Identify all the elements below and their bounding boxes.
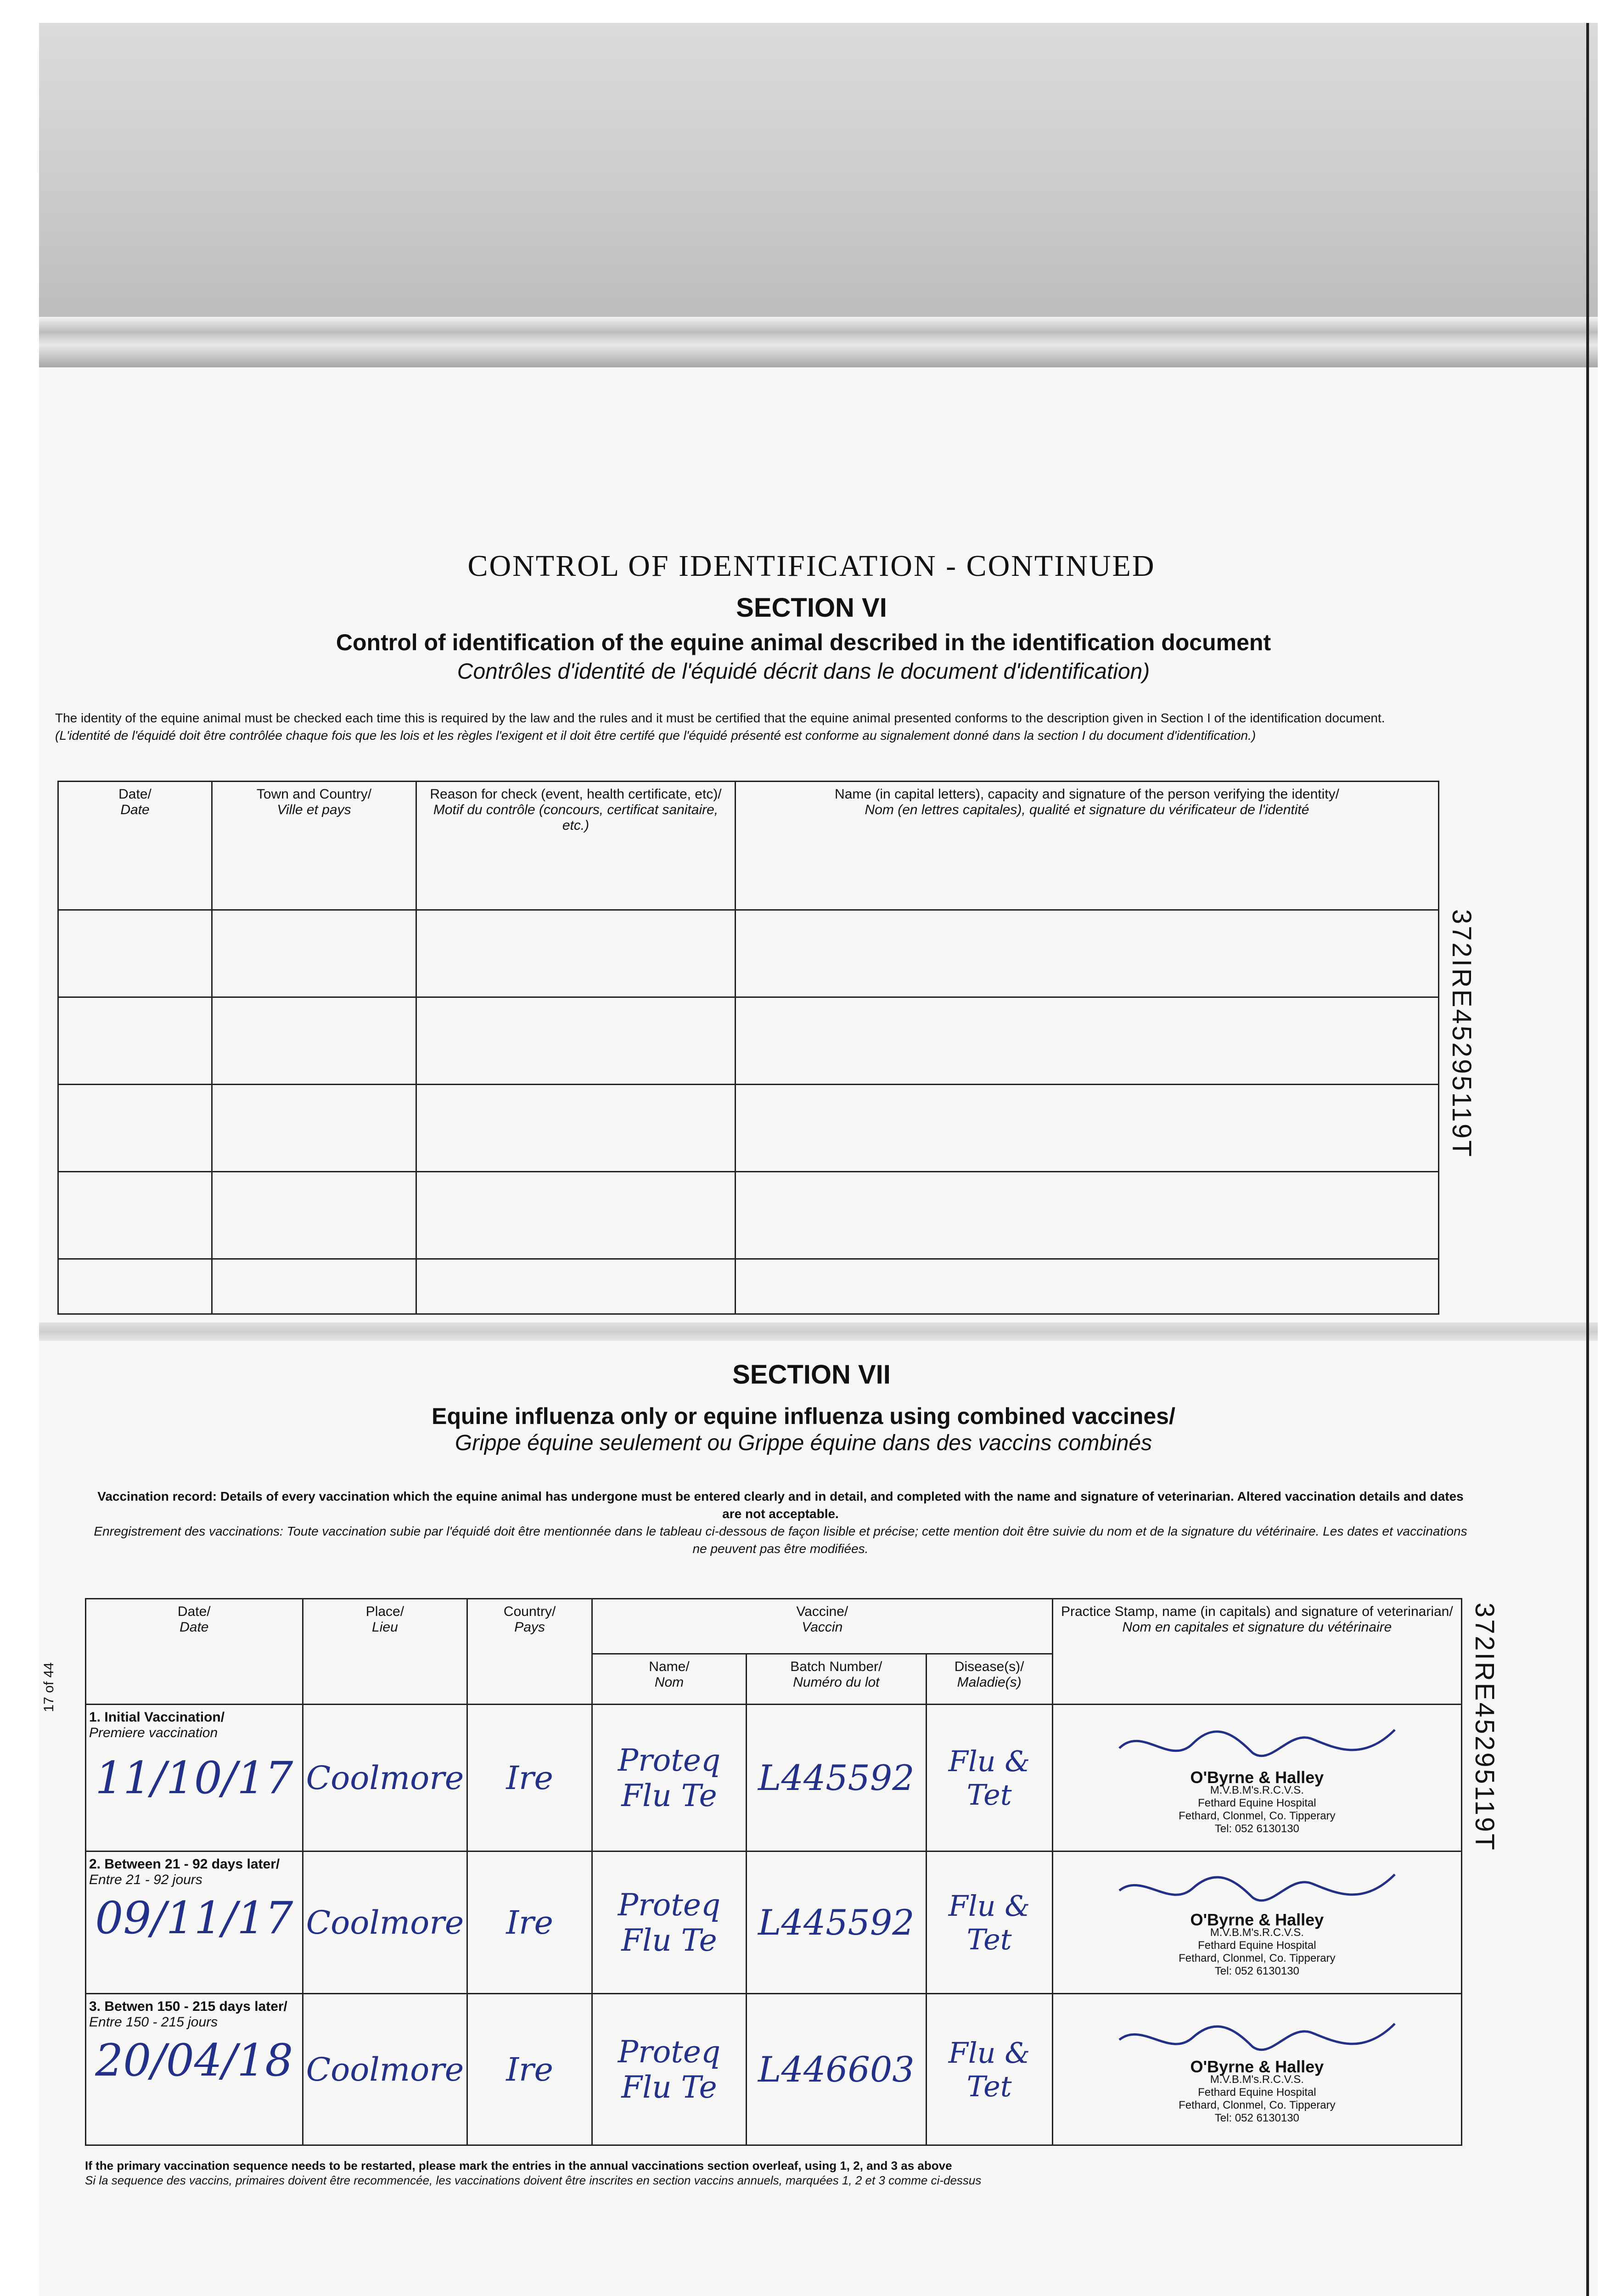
col-date: Date/ Date bbox=[86, 1599, 303, 1705]
section-vii-heading-fr: Grippe équine seulement ou Grippe équine dans des vaccins combinés bbox=[455, 1431, 1152, 1455]
record-fr: Enregistrement des vaccinations: Toute vaccination subie par l'équidé doit être mentionnée dans le tableau ci-dessous de façon lisible et précise; cette mention doit être suivie du nom et de la signature du vétérinaire. Les dates et vaccinations ne peuvent pas être modifiées. bbox=[94, 1524, 1467, 1556]
running-title: CONTROL OF IDENTIFICATION - CONTINUED bbox=[467, 549, 1156, 583]
vaccine-name-value[interactable]: Proteq Flu Te bbox=[592, 1994, 746, 2145]
col-verifier: Name (in capital letters), capacity and signature of the person verifying the identity/ Nom (en lettres capitales), qualité et signature du vérificateur de l'identité bbox=[736, 782, 1439, 910]
section-vi-intro bbox=[55, 709, 1423, 744]
col-date: Date/ Date bbox=[58, 782, 212, 910]
section-vii-heading: Equine influenza only or equine influenza using combined vaccines/ bbox=[432, 1403, 1175, 1429]
table-row bbox=[86, 1705, 1462, 1851]
restart-note-en: If the primary vaccination sequence needs to be restarted, please mark the entries in the annual vaccinations section overleaf, using 1, 2, and 3 as above bbox=[85, 2159, 952, 2172]
practice-stamp: O'Byrne & Halley M.V.B.M's.R.C.V.S. Fethard Equine Hospital Fethard, Clonmel, Co. Tipperary Tel: 052 6130130 bbox=[1179, 1910, 1336, 1977]
vaccination-date-cell[interactable]: 1. Initial Vaccination/ Premiere vaccination 11/10/17 bbox=[86, 1705, 303, 1851]
col-batch: Batch Number/ Numéro du lot bbox=[746, 1654, 926, 1705]
batch-value[interactable]: L445592 bbox=[746, 1705, 926, 1851]
table-row bbox=[86, 1994, 1462, 2145]
signature bbox=[1115, 2015, 1399, 2060]
country-value[interactable]: Ire bbox=[467, 1994, 592, 2145]
date-value: 20/04/18 bbox=[95, 2035, 293, 2086]
section-vi-heading-fr: Contrôles d'identité de l'équidé décrit dans le document d'identification) bbox=[457, 659, 1150, 684]
col-vet-stamp: Practice Stamp, name (in capitals) and signature of veterinarian/ Nom en capitales et signature du vétérinaire bbox=[1052, 1599, 1461, 1705]
vaccination-date-cell[interactable]: 2. Between 21 - 92 days later/ Entre 21 - 92 jours 09/11/17 bbox=[86, 1851, 303, 1994]
col-town-country: Town and Country/ Ville et pays bbox=[212, 782, 416, 910]
restart-note-fr: Si la sequence des vaccins, primaires doivent être recommencée, les vaccinations doivent être inscrites en section vaccins annuels, marquées 1, 2 et 3 comme ci-dessus bbox=[85, 2173, 982, 2187]
vet-stamp-cell[interactable] bbox=[1052, 1994, 1461, 2145]
col-place: Place/ Lieu bbox=[303, 1599, 467, 1705]
vet-stamp-cell[interactable] bbox=[1052, 1851, 1461, 1994]
signature bbox=[1115, 1868, 1399, 1913]
id-number-upper: 372IRE45295119T bbox=[1447, 909, 1477, 1159]
section-vii-label: SECTION VII bbox=[732, 1360, 891, 1390]
table-row bbox=[86, 1851, 1462, 1994]
col-reason: Reason for check (event, health certificate, etc)/ Motif du contrôle (concours, certificat sanitaire, etc.) bbox=[416, 782, 736, 910]
place-value[interactable]: Coolmore bbox=[303, 1994, 467, 2145]
vaccination-record-note bbox=[92, 1488, 1469, 1558]
vaccine-name-value[interactable]: Proteq Flu Te bbox=[592, 1851, 746, 1994]
vaccine-name-value[interactable]: Proteq Flu Te bbox=[592, 1705, 746, 1851]
id-number-lower: 372IRE45295119T bbox=[1470, 1603, 1499, 1852]
col-country: Country/ Pays bbox=[467, 1599, 592, 1705]
table-row bbox=[58, 1085, 1439, 1172]
country-value[interactable]: Ire bbox=[467, 1705, 592, 1851]
col-vaccine: Vaccine/ Vaccin bbox=[592, 1599, 1052, 1654]
intro-en: The identity of the equine animal must be checked each time this is required by the law and the rules and it must be certified that the equine animal presented conforms to the description given in Section I of the identification document. bbox=[55, 711, 1385, 725]
vaccination-date-cell[interactable]: 3. Betwen 150 - 215 days later/ Entre 150 - 215 jours 20/04/18 bbox=[86, 1994, 303, 2145]
vet-stamp-cell[interactable] bbox=[1052, 1705, 1461, 1851]
practice-stamp: O'Byrne & Halley M.V.B.M's.R.C.V.S. Fethard Equine Hospital Fethard, Clonmel, Co. Tipperary Tel: 052 6130130 bbox=[1179, 2057, 1336, 2124]
table-row bbox=[58, 1259, 1439, 1314]
disease-value[interactable]: Flu & Tet bbox=[926, 1705, 1052, 1851]
date-value: 09/11/17 bbox=[95, 1892, 293, 1944]
record-en: Vaccination record: Details of every vaccination which the equine animal has undergone must be entered clearly and in detail, and completed with the name and signature of veterinarian. Altered vaccination details and dates are not acceptable. bbox=[97, 1489, 1464, 1521]
restart-note bbox=[85, 2158, 1462, 2188]
col-disease: Disease(s)/ Maladie(s) bbox=[926, 1654, 1052, 1705]
section-vi-label: SECTION VI bbox=[736, 593, 887, 623]
col-vaccine-name: Name/ Nom bbox=[592, 1654, 746, 1705]
plastic-sleeve-edge bbox=[39, 317, 1598, 367]
table-row bbox=[58, 910, 1439, 997]
section-vi-heading: Control of identification of the equine animal described in the identification document bbox=[336, 630, 1271, 655]
date-value: 11/10/17 bbox=[95, 1752, 293, 1804]
identity-check-table bbox=[57, 781, 1439, 1315]
page-fold bbox=[39, 1322, 1598, 1341]
signature bbox=[1115, 1721, 1399, 1771]
disease-value[interactable]: Flu & Tet bbox=[926, 1851, 1052, 1994]
table-row bbox=[58, 997, 1439, 1085]
vaccination-table bbox=[85, 1598, 1462, 2146]
scan-edge bbox=[1586, 23, 1589, 2296]
country-value[interactable]: Ire bbox=[467, 1851, 592, 1994]
practice-stamp: O'Byrne & Halley M.V.B.M's.R.C.V.S. Fethard Equine Hospital Fethard, Clonmel, Co. Tipperary Tel: 052 6130130 bbox=[1179, 1767, 1336, 1835]
place-value[interactable]: Coolmore bbox=[303, 1705, 467, 1851]
page-number: 17 of 44 bbox=[41, 1662, 56, 1712]
batch-value[interactable]: L446603 bbox=[746, 1994, 926, 2145]
scan-background bbox=[39, 23, 1598, 344]
batch-value[interactable]: L445592 bbox=[746, 1851, 926, 1994]
place-value[interactable]: Coolmore bbox=[303, 1851, 467, 1994]
table-row bbox=[58, 1172, 1439, 1259]
disease-value[interactable]: Flu & Tet bbox=[926, 1994, 1052, 2145]
intro-fr: (L'identité de l'équidé doit être contrôlée chaque fois que les lois et les règles l'exigent et il doit être certifé que l'équidé présenté est conforme au signalement donné dans la section I du document d'identification.) bbox=[55, 728, 1256, 743]
